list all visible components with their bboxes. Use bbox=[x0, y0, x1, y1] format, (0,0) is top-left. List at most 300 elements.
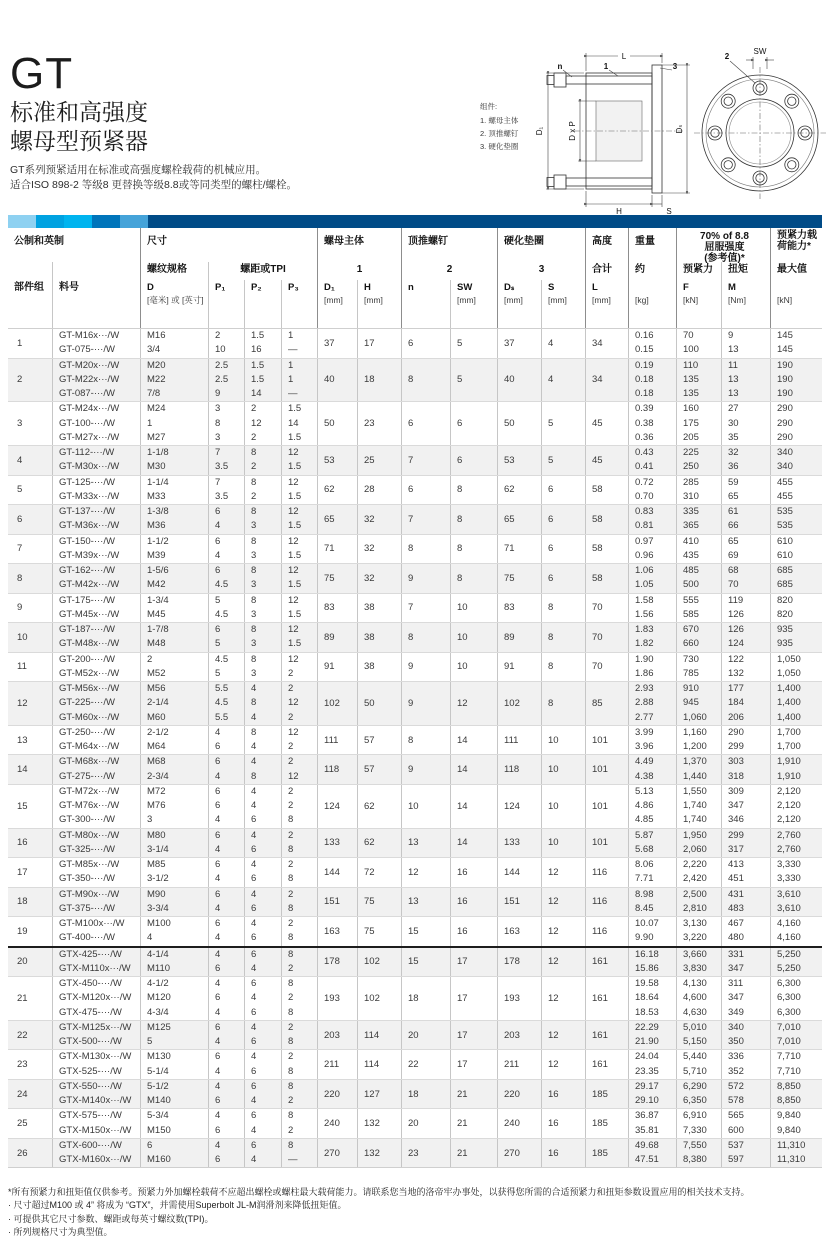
cell-P2: 6 bbox=[244, 1080, 281, 1094]
cell-P3: 2 bbox=[281, 755, 317, 769]
cell-preload-F: 730 bbox=[676, 653, 721, 667]
cell-Ds: 102 bbox=[497, 682, 541, 725]
cell-weight: 0.97 bbox=[628, 535, 676, 549]
cell-weight: 7.71 bbox=[628, 872, 676, 886]
cell-weight: 18.64 bbox=[628, 991, 676, 1005]
cell-D1: 270 bbox=[317, 1139, 357, 1168]
cell-weight: 1.83 bbox=[628, 623, 676, 637]
footnotes bbox=[8, 1186, 826, 1239]
cell-P3: 2 bbox=[281, 991, 317, 1005]
front-view bbox=[694, 47, 826, 199]
cell-weight: 29.10 bbox=[628, 1094, 676, 1108]
cell-L: 116 bbox=[585, 858, 628, 887]
cell-P2: 8 bbox=[244, 446, 281, 460]
cell-D1: 124 bbox=[317, 785, 357, 828]
cell-torque-M: 69 bbox=[721, 549, 770, 563]
cell-preload-F: 5,150 bbox=[676, 1035, 721, 1049]
cell-thread-D: M64 bbox=[140, 740, 208, 754]
cell-weight: 0.18 bbox=[628, 387, 676, 401]
cell-weight: 4.85 bbox=[628, 813, 676, 827]
cell-part-no: GTX-M160x···/W bbox=[52, 1153, 140, 1167]
cell-torque-M: 290 bbox=[721, 726, 770, 740]
cell-P1: 6 bbox=[208, 991, 244, 1005]
cell-thread-D: 4 bbox=[140, 931, 208, 945]
cell-S: 6 bbox=[541, 535, 585, 564]
cell-max-load: 4,160 bbox=[770, 931, 822, 945]
legend-item-1: 1. 螺母主体 bbox=[480, 116, 519, 125]
cell-weight: 23.35 bbox=[628, 1065, 676, 1079]
cell-max-load: 1,400 bbox=[770, 711, 822, 725]
cell-weight: 29.17 bbox=[628, 1080, 676, 1094]
cell-P1: 6 bbox=[208, 1050, 244, 1064]
cell-part-group: 24 bbox=[17, 1088, 28, 1100]
cell-Ds: 83 bbox=[497, 594, 541, 623]
cell-thread-D: 5-3/4 bbox=[140, 1109, 208, 1123]
cell-S: 12 bbox=[541, 858, 585, 887]
cell-L: 34 bbox=[585, 329, 628, 358]
cell-part-no: GTX-425-···/W bbox=[52, 948, 140, 962]
cell-weight: 4.86 bbox=[628, 799, 676, 813]
cell-part-no: GT-M42x···/W bbox=[52, 578, 140, 592]
colgroup-metric-imperial: 公制和英制 bbox=[14, 236, 64, 247]
cell-max-load: 3,610 bbox=[770, 888, 822, 902]
cell-P2: 6 bbox=[244, 1035, 281, 1049]
cell-n: 15 bbox=[401, 917, 450, 946]
cell-P2: 3 bbox=[244, 608, 281, 622]
cell-preload-F: 8,380 bbox=[676, 1153, 721, 1167]
table-group bbox=[8, 401, 822, 445]
cell-P2: 8 bbox=[244, 594, 281, 608]
cell-part-group: 3 bbox=[17, 418, 23, 430]
cell-L: 34 bbox=[585, 359, 628, 402]
cell-P2: 8 bbox=[244, 623, 281, 637]
cell-P1: 4 bbox=[208, 1006, 244, 1020]
cell-D1: 118 bbox=[317, 755, 357, 784]
cell-H: 114 bbox=[357, 1050, 401, 1079]
cell-P2: 2 bbox=[244, 460, 281, 474]
cell-P1: 4 bbox=[208, 549, 244, 563]
cell-torque-M: 124 bbox=[721, 637, 770, 651]
cell-preload-F: 6,290 bbox=[676, 1080, 721, 1094]
cell-P3: 8 bbox=[281, 948, 317, 962]
cell-weight: 5.68 bbox=[628, 843, 676, 857]
cell-D1: 211 bbox=[317, 1050, 357, 1079]
cell-P1: 4 bbox=[208, 902, 244, 916]
cell-SW: 14 bbox=[450, 829, 497, 858]
cell-n: 20 bbox=[401, 1021, 450, 1050]
cell-H: 23 bbox=[357, 402, 401, 445]
page-subtitle-1: 标准和高强度 bbox=[10, 99, 148, 125]
cell-P3: 12 bbox=[281, 653, 317, 667]
cell-P3: 1 bbox=[281, 373, 317, 387]
cell-H: 132 bbox=[357, 1139, 401, 1168]
header-M: M [Nm] bbox=[721, 280, 770, 328]
cell-P1: 2.5 bbox=[208, 359, 244, 373]
legend-item-2: 2. 顶推螺钉 bbox=[480, 129, 519, 138]
table-group bbox=[8, 534, 822, 564]
cell-SW: 16 bbox=[450, 888, 497, 917]
cell-D1: 240 bbox=[317, 1109, 357, 1138]
cell-P2: 2 bbox=[244, 402, 281, 416]
cell-weight: 0.39 bbox=[628, 402, 676, 416]
cell-max-load: 190 bbox=[770, 359, 822, 373]
cell-part-no: GT-M56x···/W bbox=[52, 682, 140, 696]
cell-preload-F: 1,740 bbox=[676, 813, 721, 827]
cell-Ds: 53 bbox=[497, 446, 541, 475]
cell-part-no: GTX-M130x···/W bbox=[52, 1050, 140, 1064]
cell-thread-D: 5-1/4 bbox=[140, 1065, 208, 1079]
cell-P1: 4.5 bbox=[208, 653, 244, 667]
cell-max-load: 6,300 bbox=[770, 977, 822, 991]
cell-SW: 5 bbox=[450, 359, 497, 402]
cell-n: 7 bbox=[401, 446, 450, 475]
cell-P1: 4 bbox=[208, 931, 244, 945]
cell-torque-M: 483 bbox=[721, 902, 770, 916]
cell-preload-F: 1,200 bbox=[676, 740, 721, 754]
cell-Ds: 193 bbox=[497, 977, 541, 1020]
cell-max-load: 6,300 bbox=[770, 1006, 822, 1020]
cell-P2: 6 bbox=[244, 1006, 281, 1020]
cell-L: 161 bbox=[585, 948, 628, 977]
cell-H: 32 bbox=[357, 564, 401, 593]
cell-P2: 2 bbox=[244, 490, 281, 504]
cell-preload-F: 3,130 bbox=[676, 917, 721, 931]
cell-L: 116 bbox=[585, 888, 628, 917]
cell-P2: 3 bbox=[244, 637, 281, 651]
cell-P1: 4 bbox=[208, 977, 244, 991]
cell-torque-M: 347 bbox=[721, 962, 770, 976]
cell-torque-M: 11 bbox=[721, 359, 770, 373]
cell-H: 17 bbox=[357, 329, 401, 358]
cell-P1: 3 bbox=[208, 431, 244, 445]
cell-preload-F: 6,350 bbox=[676, 1094, 721, 1108]
cell-max-load: 1,700 bbox=[770, 726, 822, 740]
cell-Ds: 118 bbox=[497, 755, 541, 784]
cell-thread-D: 1-1/8 bbox=[140, 446, 208, 460]
cell-P1: 2 bbox=[208, 329, 244, 343]
cell-H: 132 bbox=[357, 1109, 401, 1138]
cell-weight: 1.06 bbox=[628, 564, 676, 578]
cell-P3: 2 bbox=[281, 785, 317, 799]
cell-Ds: 91 bbox=[497, 653, 541, 682]
cell-part-no: GTX-M150x···/W bbox=[52, 1124, 140, 1138]
cell-H: 72 bbox=[357, 858, 401, 887]
cell-thread-D: M27 bbox=[140, 431, 208, 445]
cell-S: 5 bbox=[541, 446, 585, 475]
cell-part-no: GT-112-···/W bbox=[52, 446, 140, 460]
cell-torque-M: 537 bbox=[721, 1139, 770, 1153]
cell-P3: 2 bbox=[281, 682, 317, 696]
cell-Ds: 37 bbox=[497, 329, 541, 358]
cell-P3: 2 bbox=[281, 1021, 317, 1035]
cell-part-group: 22 bbox=[17, 1029, 28, 1041]
cell-thread-D: M72 bbox=[140, 785, 208, 799]
cell-part-no: GT-200-···/W bbox=[52, 653, 140, 667]
page-subtitle-2: 螺母型预紧器 bbox=[10, 128, 148, 154]
cell-thread-D: M48 bbox=[140, 637, 208, 651]
cell-max-load: 340 bbox=[770, 446, 822, 460]
colgroup-height: 高度 bbox=[585, 228, 628, 262]
header-torque: 扭矩 bbox=[721, 262, 770, 280]
cell-preload-F: 1,740 bbox=[676, 799, 721, 813]
cell-preload-F: 2,500 bbox=[676, 888, 721, 902]
cell-part-no: GT-275-···/W bbox=[52, 770, 140, 784]
cell-part-no: GT-M85x···/W bbox=[52, 858, 140, 872]
cell-P3: 8 bbox=[281, 1080, 317, 1094]
header-part-3: 3 bbox=[497, 262, 585, 280]
cell-P3: 8 bbox=[281, 843, 317, 857]
cell-max-load: 9,840 bbox=[770, 1109, 822, 1123]
cell-SW: 12 bbox=[450, 682, 497, 725]
table-group bbox=[8, 1020, 822, 1050]
cell-P2: 16 bbox=[244, 343, 281, 357]
cell-thread-D: M110 bbox=[140, 962, 208, 976]
cell-max-load: 1,400 bbox=[770, 696, 822, 710]
cell-preload-F: 670 bbox=[676, 623, 721, 637]
cell-torque-M: 480 bbox=[721, 931, 770, 945]
cell-SW: 8 bbox=[450, 505, 497, 534]
cell-D1: 89 bbox=[317, 623, 357, 652]
cell-part-no: GT-M33x···/W bbox=[52, 490, 140, 504]
cell-P3: 1 bbox=[281, 329, 317, 343]
cell-thread-D: M30 bbox=[140, 460, 208, 474]
table-group bbox=[8, 504, 822, 534]
table-group bbox=[8, 976, 822, 1020]
colgroup-yield-70pct bbox=[676, 228, 770, 262]
cell-SW: 21 bbox=[450, 1109, 497, 1138]
cell-P2: 12 bbox=[244, 417, 281, 431]
cell-weight: 4.49 bbox=[628, 755, 676, 769]
cell-part-group: 20 bbox=[17, 956, 28, 968]
cell-n: 6 bbox=[401, 329, 450, 358]
cell-SW: 8 bbox=[450, 476, 497, 505]
cell-P3: 1.5 bbox=[281, 549, 317, 563]
cell-P1: 4 bbox=[208, 726, 244, 740]
header-D: D [毫米] 或 [英寸] bbox=[140, 280, 208, 328]
cell-part-group: 13 bbox=[17, 734, 28, 746]
cell-part-group: 14 bbox=[17, 764, 28, 775]
cell-part-no: GT-M24x···/W bbox=[52, 402, 140, 416]
cell-P3: 8 bbox=[281, 977, 317, 991]
cell-part-no: GT-400-···/W bbox=[52, 931, 140, 945]
cell-torque-M: 299 bbox=[721, 740, 770, 754]
cell-preload-F: 6,910 bbox=[676, 1109, 721, 1123]
header-P3: P₃ bbox=[281, 280, 317, 328]
cell-preload-F: 2,220 bbox=[676, 858, 721, 872]
cell-P3: 2 bbox=[281, 667, 317, 681]
table-group bbox=[8, 445, 822, 475]
cell-thread-D: M45 bbox=[140, 608, 208, 622]
cell-D1: 111 bbox=[317, 726, 357, 755]
cell-torque-M: 597 bbox=[721, 1153, 770, 1167]
cell-preload-F: 1,160 bbox=[676, 726, 721, 740]
cell-P3: 2 bbox=[281, 888, 317, 902]
cell-preload-F: 3,220 bbox=[676, 931, 721, 945]
cell-P2: 8 bbox=[244, 653, 281, 667]
cell-weight: 5.13 bbox=[628, 785, 676, 799]
cell-P1: 5.5 bbox=[208, 682, 244, 696]
cell-P2: 8 bbox=[244, 564, 281, 578]
cell-P3: 12 bbox=[281, 476, 317, 490]
cell-part-group: 2 bbox=[17, 374, 23, 386]
cell-part-no: GTX-450-···/W bbox=[52, 977, 140, 991]
cell-S: 5 bbox=[541, 402, 585, 445]
cell-weight: 1.05 bbox=[628, 578, 676, 592]
cell-P2: 4 bbox=[244, 1021, 281, 1035]
cell-torque-M: 600 bbox=[721, 1124, 770, 1138]
cell-preload-F: 2,420 bbox=[676, 872, 721, 886]
header-approx: 约 bbox=[628, 262, 676, 280]
cell-P3: 8 bbox=[281, 1139, 317, 1153]
cell-SW: 21 bbox=[450, 1080, 497, 1109]
cell-P2: 6 bbox=[244, 843, 281, 857]
cell-P2: 6 bbox=[244, 977, 281, 991]
cell-P2: 4 bbox=[244, 1050, 281, 1064]
cell-SW: 17 bbox=[450, 1021, 497, 1050]
cell-thread-D: M80 bbox=[140, 829, 208, 843]
cell-P3: 12 bbox=[281, 726, 317, 740]
cell-thread-D: M36 bbox=[140, 519, 208, 533]
cell-P3: — bbox=[281, 343, 317, 357]
cell-P1: 4 bbox=[208, 813, 244, 827]
cell-preload-F: 7,550 bbox=[676, 1139, 721, 1153]
cell-part-group: 7 bbox=[17, 543, 23, 555]
cell-part-no: GT-100-···/W bbox=[52, 417, 140, 431]
cell-weight: 0.72 bbox=[628, 476, 676, 490]
cell-torque-M: 451 bbox=[721, 872, 770, 886]
cell-preload-F: 1,440 bbox=[676, 770, 721, 784]
accent-square bbox=[8, 215, 36, 228]
cell-P1: 7 bbox=[208, 476, 244, 490]
cell-part-no: GT-325-···/W bbox=[52, 843, 140, 857]
cell-part-no: GT-M68x···/W bbox=[52, 755, 140, 769]
cell-thread-D: M140 bbox=[140, 1094, 208, 1108]
header-SW: SW [mm] bbox=[450, 280, 497, 328]
cell-P1: 4 bbox=[208, 519, 244, 533]
cell-thread-D: M22 bbox=[140, 373, 208, 387]
cell-SW: 6 bbox=[450, 402, 497, 445]
cell-thread-D: M16 bbox=[140, 329, 208, 343]
cell-S: 4 bbox=[541, 329, 585, 358]
cell-L: 45 bbox=[585, 402, 628, 445]
header-D1: D₁ [mm] bbox=[317, 280, 357, 328]
cell-torque-M: 65 bbox=[721, 535, 770, 549]
table-group bbox=[8, 1079, 822, 1109]
cell-n: 22 bbox=[401, 1050, 450, 1079]
cell-max-load: 610 bbox=[770, 535, 822, 549]
dim-label-Ds: Dₛ bbox=[675, 124, 684, 134]
cell-P3: 8 bbox=[281, 931, 317, 945]
cell-preload-F: 225 bbox=[676, 446, 721, 460]
cell-weight: 0.43 bbox=[628, 446, 676, 460]
dim-label-DxP: D x P bbox=[568, 121, 577, 141]
cell-torque-M: 61 bbox=[721, 505, 770, 519]
cell-Ds: 111 bbox=[497, 726, 541, 755]
cell-torque-M: 578 bbox=[721, 1094, 770, 1108]
table-group bbox=[8, 563, 822, 593]
cell-part-no: GT-M36x···/W bbox=[52, 519, 140, 533]
cell-P2: 4 bbox=[244, 682, 281, 696]
cell-torque-M: 467 bbox=[721, 917, 770, 931]
cell-max-load: 7,710 bbox=[770, 1050, 822, 1064]
header-kg: [kg] bbox=[628, 280, 676, 328]
cell-part-no: GT-M80x···/W bbox=[52, 829, 140, 843]
cell-weight: 4.38 bbox=[628, 770, 676, 784]
cell-part-no: GT-300-···/W bbox=[52, 813, 140, 827]
cell-max-load: 1,050 bbox=[770, 653, 822, 667]
cell-P2: 4 bbox=[244, 1094, 281, 1108]
cell-P2: 3 bbox=[244, 519, 281, 533]
cell-SW: 8 bbox=[450, 535, 497, 564]
cell-torque-M: 347 bbox=[721, 991, 770, 1005]
cell-max-load: 1,910 bbox=[770, 770, 822, 784]
cell-Ds: 240 bbox=[497, 1109, 541, 1138]
cell-P3: — bbox=[281, 1153, 317, 1167]
cell-P3: 2 bbox=[281, 1050, 317, 1064]
cell-H: 38 bbox=[357, 623, 401, 652]
cell-D1: 75 bbox=[317, 564, 357, 593]
cell-weight: 1.58 bbox=[628, 594, 676, 608]
cell-weight: 0.19 bbox=[628, 359, 676, 373]
cell-D1: 133 bbox=[317, 829, 357, 858]
cell-P3: 1 bbox=[281, 359, 317, 373]
cell-torque-M: 309 bbox=[721, 785, 770, 799]
cell-torque-M: 30 bbox=[721, 417, 770, 431]
cell-S: 10 bbox=[541, 785, 585, 828]
cell-weight: 0.15 bbox=[628, 343, 676, 357]
cell-L: 58 bbox=[585, 505, 628, 534]
header-part-1: 1 bbox=[317, 262, 401, 280]
cell-P2: 4 bbox=[244, 991, 281, 1005]
cell-n: 15 bbox=[401, 948, 450, 977]
cell-thread-D: 2-3/4 bbox=[140, 770, 208, 784]
colgroup-hardened-washer: 硬化垫圈 bbox=[497, 228, 585, 262]
cell-preload-F: 5,010 bbox=[676, 1021, 721, 1035]
cell-torque-M: 311 bbox=[721, 977, 770, 991]
cell-torque-M: 70 bbox=[721, 578, 770, 592]
cell-S: 12 bbox=[541, 1021, 585, 1050]
cell-part-group: 11 bbox=[17, 661, 27, 673]
cell-L: 161 bbox=[585, 1050, 628, 1079]
cell-Ds: 124 bbox=[497, 785, 541, 828]
cell-weight: 2.77 bbox=[628, 711, 676, 725]
header-Ds: Dₛ [mm] bbox=[497, 280, 541, 328]
cell-D1: 144 bbox=[317, 858, 357, 887]
cell-H: 57 bbox=[357, 726, 401, 755]
cell-P3: 8 bbox=[281, 1065, 317, 1079]
cell-part-no: GT-M27x···/W bbox=[52, 431, 140, 445]
cell-L: 70 bbox=[585, 653, 628, 682]
cell-P1: 4 bbox=[208, 948, 244, 962]
cell-max-load: 820 bbox=[770, 594, 822, 608]
cell-D1: 53 bbox=[317, 446, 357, 475]
cell-part-group: 5 bbox=[17, 484, 23, 496]
cell-P1: 4 bbox=[208, 1080, 244, 1094]
cell-torque-M: 66 bbox=[721, 519, 770, 533]
cell-P3: 8 bbox=[281, 813, 317, 827]
cell-P2: 8 bbox=[244, 535, 281, 549]
cell-preload-F: 3,660 bbox=[676, 948, 721, 962]
cell-weight: 18.53 bbox=[628, 1006, 676, 1020]
cell-P2: 6 bbox=[244, 931, 281, 945]
cell-thread-D: 4-1/2 bbox=[140, 977, 208, 991]
cell-SW: 10 bbox=[450, 594, 497, 623]
table-group bbox=[8, 681, 822, 725]
cell-preload-F: 1,550 bbox=[676, 785, 721, 799]
cell-torque-M: 65 bbox=[721, 490, 770, 504]
cell-P2: 3 bbox=[244, 667, 281, 681]
cell-D1: 178 bbox=[317, 948, 357, 977]
